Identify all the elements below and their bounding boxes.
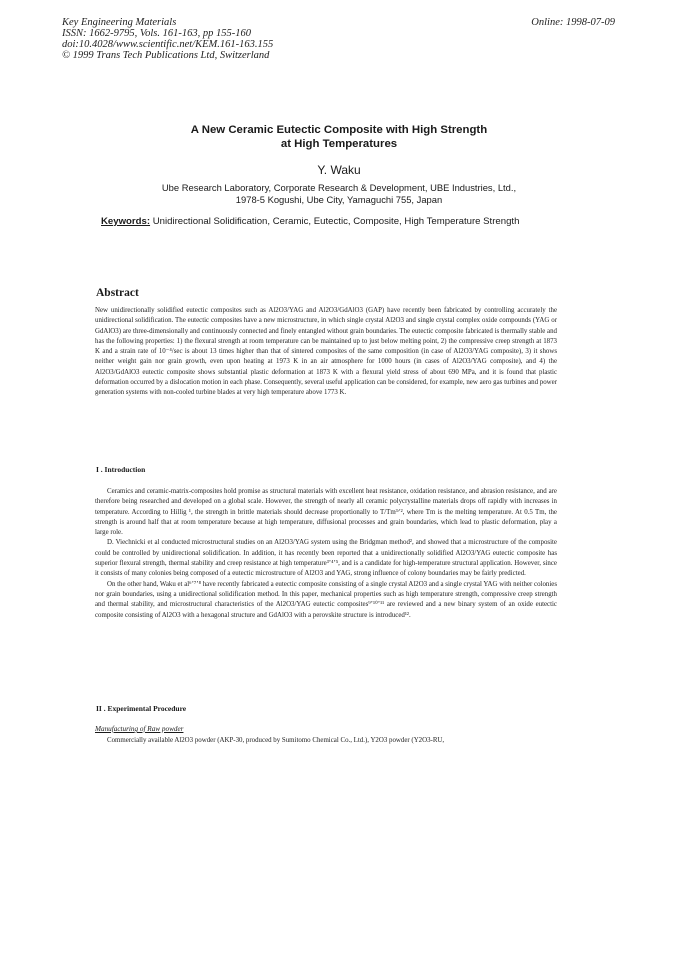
affiliation	[0, 182, 678, 206]
abstract-body	[95, 306, 557, 399]
doi-link[interactable]: doi:10.4028/www.scientific.net/KEM.161-163.155	[62, 39, 274, 50]
introduction-heading: I . Introduction	[96, 465, 146, 474]
introduction-body	[95, 487, 557, 621]
manufacturing-subheading: Manufacturing of Raw powder	[95, 725, 184, 733]
copyright-line: © 1999 Trans Tech Publications Ltd, Switzerland	[62, 50, 270, 61]
abstract-text: New unidirectionally solidified eutectic composites such as Al2O3/YAG and Al2O3/GdAlO3 (GAP) have recently been fabricated by controlling accurately the unidirectional solidification. The eutectic composites have a new microstructure, in which single crystal Al2O3 and single crystal complex oxide compounds (YAG or GdAlO3) are three-dimensionally and continuously connected and finely entangled without grain boundaries. The eutectic composite fabricated is thermally stable and has the following properties: 1) the flexural strength at room temperature can be maintained up to just below melting point, 2) the compressive creep strength at 1873 K and a strain rate of 10⁻⁴/sec is about 13 times higher than that of sintered composites of the same composition (in case of Al2O3/YAG composite), 3) it shows neither weight gain nor grain growth, even upon heating at 1973 K in an air atmosphere for 1000 hours (in cases of Al2O3/YAG composite), and 4) the Al2O3/GdAlO3 eutectic composite shows substantial plastic deformation at 1873 K with a flexural yield stress of about 690 MPa, and it is found that plastic deformation occurred by a dislocation motion in each phase. Consequently, several useful application can be considered, for example, new aero gas turbines and power generation systems with non-cooled turbine blades at very high temperature above 1773 K.	[95, 307, 557, 397]
journal-header	[62, 17, 273, 61]
keywords-label: Keywords:	[101, 216, 151, 227]
affiliation-line-2: 1978-5 Kogushi, Ube City, Yamaguchi 755, Japan	[235, 194, 443, 205]
manufacturing-text: Commercially available Al2O3 powder (AKP-30, produced by Sumitomo Chemical Co., Ltd.), Y2O3 powder (Y2O3-RU,	[107, 737, 445, 744]
issn-line: ISSN: 1662-9795, Vols. 161-163, pp 155-160	[62, 28, 251, 39]
introduction-paragraph-3: On the other hand, Waku et al⁶ʼ⁷ʼ⁸ have recently fabricated a eutectic composite consisting of a single crystal Al2O3 and a single crystal YAG with neither colonies nor grain boundaries, using a unidirectional solidification method. In this paper, mechanical properties such as high temperature strength, compressive creep strength and thermal stability, and microstructural characteristics of the Al2O3/YAG eutectic composites⁹ʼ¹⁰ʼ¹¹ are reviewed and a new binary system of an oxide eutectic composite consisting of Al2O3 with a hexagonal structure and GdAlO3 with a perovskite structure is introduced¹².	[95, 580, 557, 619]
abstract-heading: Abstract	[96, 287, 139, 299]
journal-name: Key Engineering Materials	[62, 17, 177, 28]
title-line-2: at High Temperatures	[280, 138, 398, 150]
title-line-1: A New Ceramic Eutectic Composite with High Strength	[190, 124, 488, 136]
manufacturing-body	[95, 736, 557, 746]
online-date: Online: 1998-07-09	[531, 17, 615, 28]
keywords-text: Unidirectional Solidification, Ceramic, Eutectic, Composite, High Temperature Strength	[152, 216, 520, 227]
keywords-line	[101, 216, 519, 227]
affiliation-line-1: Ube Research Laboratory, Corporate Research & Development, UBE Industries, Ltd.,	[161, 182, 517, 193]
author-name: Y. Waku	[317, 163, 361, 177]
paper-title	[0, 123, 678, 151]
introduction-paragraph-1: Ceramics and ceramic-matrix-composites hold promise as structural materials with excellent heat resistance, oxidation resistance, and abrasion resistance, and are therefore being researched and developed on a global scale. However, the strength of nearly all ceramic polycrystalline materials drops off rapidly with increases in temperature. According to Hillig ¹, the strength in brittle materials should decrease proportionally to T/Tm³ᐟ², where Tm is the melting temperature. At 0.5 Tm, the strength is around half that at room temperature because at high temperature, diffusional processes and grain boundaries, which lead to plastic deformation, play a large role.	[95, 488, 557, 537]
experimental-heading: II . Experimental Procedure	[96, 704, 187, 713]
introduction-paragraph-2: D. Viechnicki et al conducted microstructural studies on an Al2O3/YAG system using the Bridgman method², and showed that a microstructure of the composite could be controlled by unidirectional solidification. In addition, it has recently been reported that a unidirectionally solidified Al2O3/YAG eutectic composite has superior flexural strength, thermal stability and creep resistance at high temperature³ʼ⁴ʼ⁵, and is a candidate for high-temperature structural application. However, since it consists of many colonies being composed of a eutectic microstructure of Al2O3 and YAG, strong influence of colony boundaries may be fairly predicted.	[95, 539, 557, 578]
